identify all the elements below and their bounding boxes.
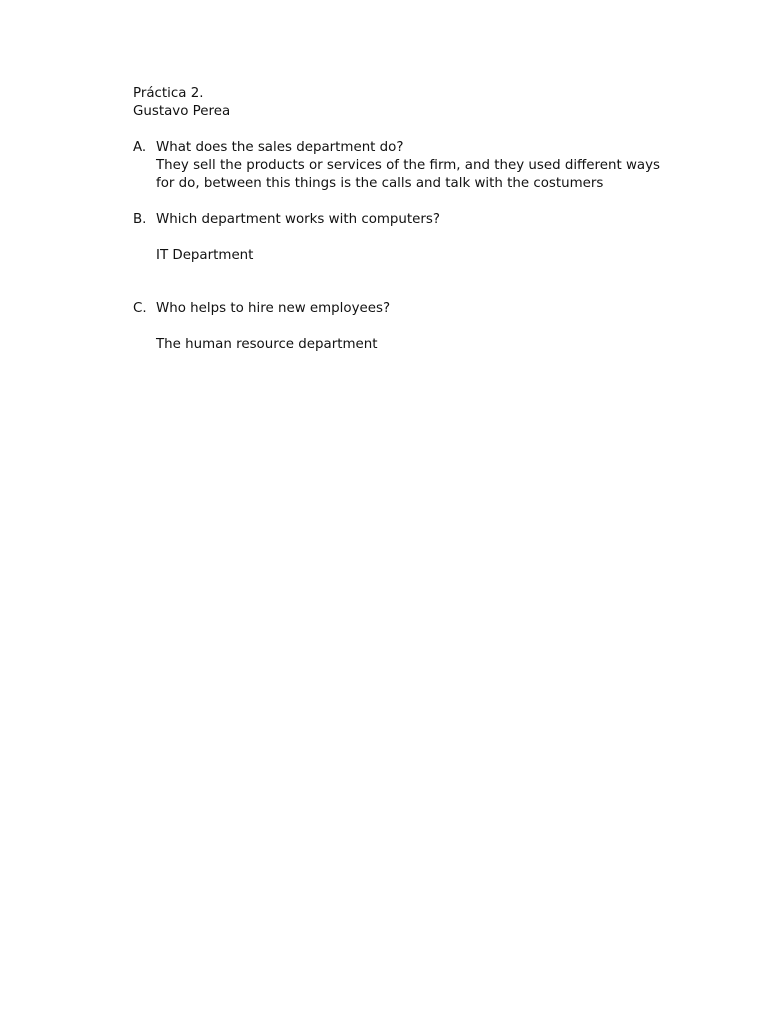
document-body (133, 85, 673, 354)
question-item-c (133, 300, 673, 354)
answer-line: The human resource department (156, 337, 378, 352)
spacer (156, 229, 673, 247)
answer-line: IT Department (156, 248, 254, 263)
question-item-a (133, 139, 673, 193)
list-marker: C. (133, 301, 147, 316)
question-text: What does the sales department do? (156, 140, 404, 155)
list-marker: B. (133, 212, 147, 227)
document-title: Práctica 2. (133, 86, 204, 101)
question-text: Which department works with computers? (156, 212, 440, 227)
answer-line: for do, between this things is the calls and talk with the costumers (156, 176, 604, 191)
author-name: Gustavo Perea (133, 104, 231, 119)
question-text: Who helps to hire new employees? (156, 301, 391, 316)
answer-line: They sell the products or services of the firm, and they used different ways (156, 158, 661, 173)
spacer (133, 193, 673, 211)
document-header (133, 85, 673, 121)
question-item-b (133, 211, 673, 265)
spacer (133, 265, 673, 300)
spacer (156, 318, 673, 336)
list-marker: A. (133, 140, 147, 155)
